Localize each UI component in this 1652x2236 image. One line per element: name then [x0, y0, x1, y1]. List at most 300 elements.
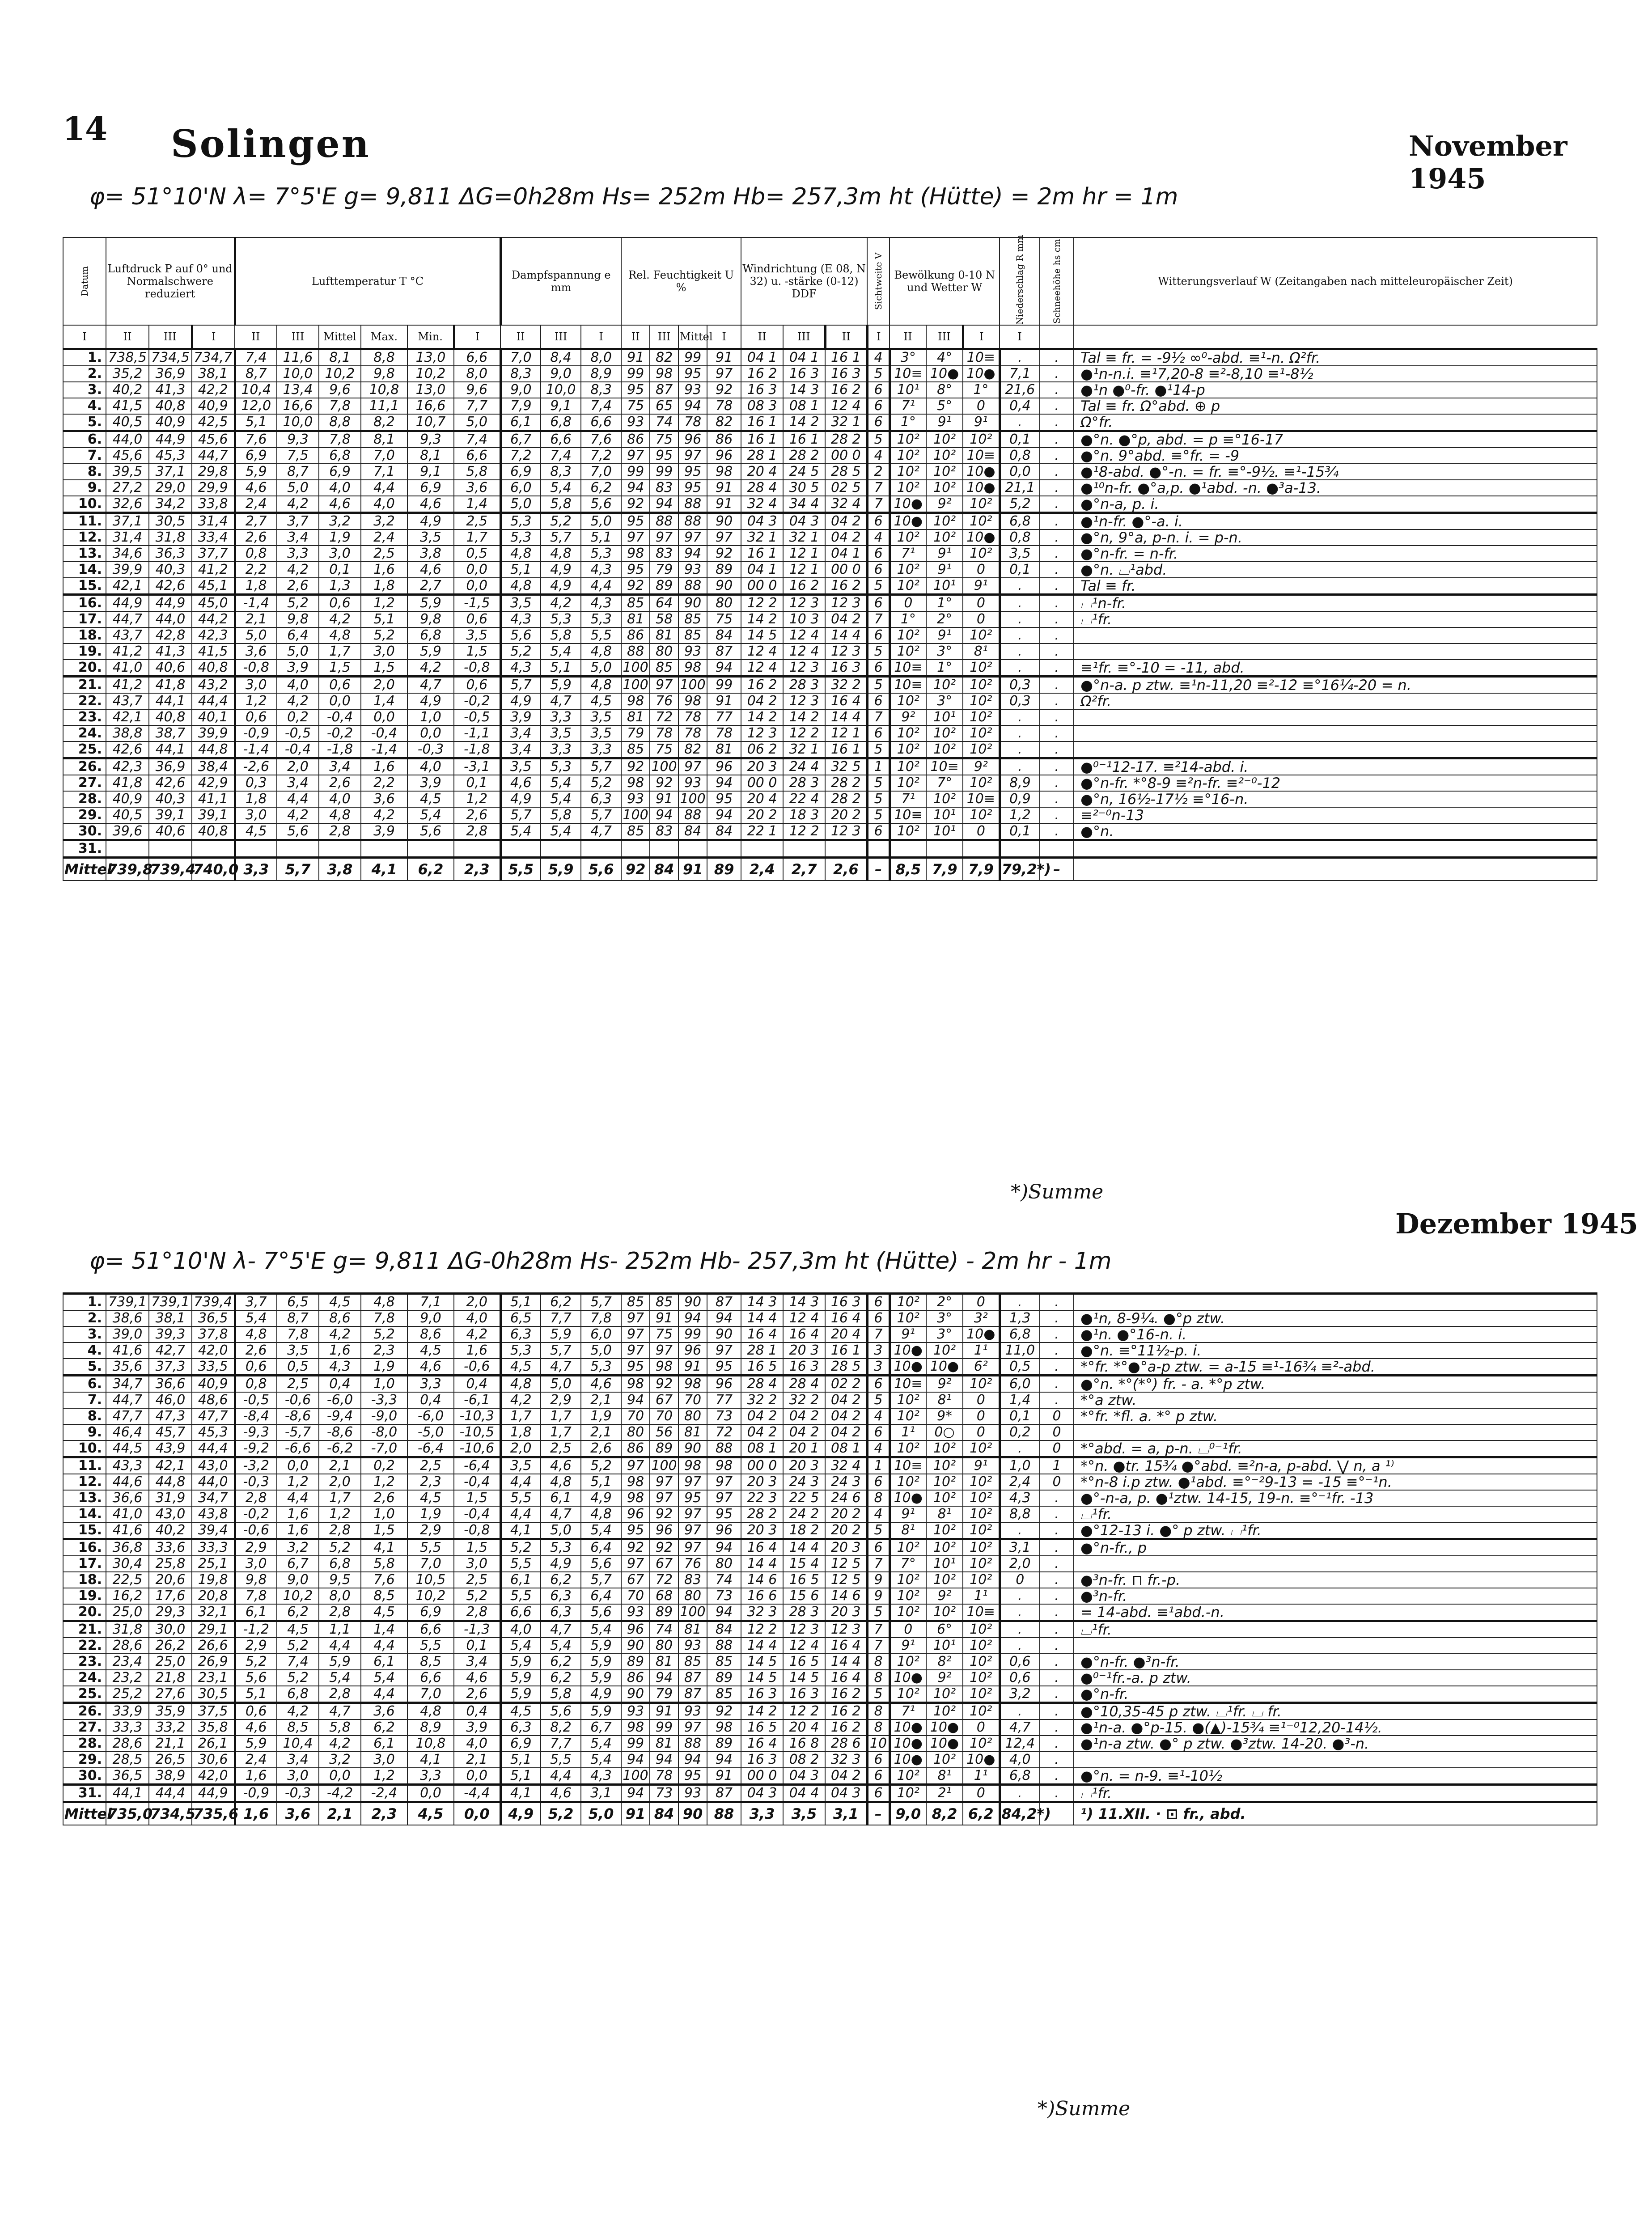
value-cell: 28 4: [783, 1376, 825, 1393]
value-cell: 739,4: [192, 1294, 235, 1311]
value-cell: 5: [867, 807, 890, 823]
value-cell: 10²: [890, 1588, 926, 1604]
value-cell: 5,6: [500, 627, 541, 644]
value-cell: 00 0: [741, 1768, 783, 1785]
mean-cell: Mittel: [63, 858, 106, 881]
value-cell: 10²: [890, 1686, 926, 1703]
value-cell: 4,4: [361, 480, 407, 496]
day-cell: 12.: [63, 529, 106, 546]
value-cell: 10²: [926, 1703, 963, 1720]
value-cell: 75: [650, 431, 678, 448]
value-cell: 4,1: [407, 1752, 454, 1768]
value-cell: 5,4: [500, 1638, 541, 1654]
value-cell: 1,2: [319, 1506, 361, 1522]
value-cell: 7¹: [890, 546, 926, 562]
value-cell: 91: [650, 1703, 678, 1720]
value-cell: 5,4: [581, 1752, 621, 1768]
value-cell: .: [1040, 398, 1074, 414]
value-cell: 95: [678, 366, 707, 382]
value-cell: 16 2: [783, 578, 825, 595]
value-cell: 4,5: [361, 1604, 407, 1621]
value-cell: 5,7: [581, 1572, 621, 1588]
value-cell: 8²: [926, 1654, 963, 1670]
value-cell: 94: [707, 775, 741, 791]
value-cell: 94: [650, 807, 678, 823]
value-cell: 08 3: [741, 398, 783, 414]
value-cell: 2,6: [277, 578, 319, 595]
value-cell: 2,5: [277, 1376, 319, 1393]
value-cell: 1,0: [1000, 1457, 1040, 1474]
value-cell: 88: [707, 1440, 741, 1457]
value-cell: 25,1: [192, 1556, 235, 1572]
value-cell: 74: [707, 1572, 741, 1588]
value-cell: 2,4: [361, 529, 407, 546]
value-cell: 86: [621, 1670, 650, 1686]
value-cell: 1,3: [1000, 1310, 1040, 1326]
weather-remark-cell: *°n. ●tr. 15¾ ●°abd. ≡²n-a, p-abd. ⋁ n, a ¹⁾: [1074, 1457, 1597, 1474]
value-cell: 9,0: [277, 1572, 319, 1588]
value-cell: 40,9: [106, 791, 149, 807]
value-cell: 9,6: [319, 382, 361, 398]
value-cell: .: [1040, 1342, 1074, 1359]
value-cell: 23,4: [106, 1654, 149, 1670]
value-cell: 3,0: [235, 677, 277, 694]
value-cell: 38,1: [192, 366, 235, 382]
value-cell: 6: [867, 1294, 890, 1311]
weather-remark-cell: *°a ztw.: [1074, 1392, 1597, 1408]
weather-remark-cell: Ω²fr.: [1074, 693, 1597, 709]
value-cell: 4,4: [500, 1506, 541, 1522]
value-cell: 89: [707, 562, 741, 578]
value-cell: 78: [650, 725, 678, 741]
value-cell: 38,7: [149, 725, 192, 741]
value-cell: 16 3: [783, 1359, 825, 1376]
day-cell: 7.: [63, 448, 106, 464]
value-cell: 40,8: [192, 660, 235, 677]
value-cell: 0,1: [1000, 1408, 1040, 1424]
value-cell: 10²: [890, 627, 926, 644]
value-cell: 82: [678, 741, 707, 758]
value-cell: 41,6: [106, 1342, 149, 1359]
value-cell: 12 2: [741, 1621, 783, 1638]
value-cell: 3,6: [454, 480, 500, 496]
value-cell: 94: [678, 398, 707, 414]
value-cell: 91: [707, 480, 741, 496]
value-cell: 85: [678, 611, 707, 627]
value-cell: 3°: [926, 693, 963, 709]
value-cell: 4,8: [319, 807, 361, 823]
weather-remark-cell: ●°n. ●°p, abd. = p ≡°16-17: [1074, 431, 1597, 448]
value-cell: 9¹: [890, 1638, 926, 1654]
table-row: [63, 595, 1597, 612]
value-cell: 1°: [890, 611, 926, 627]
value-cell: 5,1: [581, 1474, 621, 1490]
value-cell: 92: [650, 1376, 678, 1393]
value-cell: 3,4: [277, 1752, 319, 1768]
value-cell: 7,6: [581, 431, 621, 448]
value-cell: 4,4: [361, 1686, 407, 1703]
value-cell: 4,9: [581, 1686, 621, 1703]
value-cell: 5: [867, 775, 890, 791]
value-cell: -0,8: [454, 660, 500, 677]
value-cell: 14 3: [783, 382, 825, 398]
value-cell: 44,7: [106, 611, 149, 627]
day-cell: 2.: [63, 1310, 106, 1326]
value-cell: 8,7: [277, 1310, 319, 1326]
value-cell: 33,3: [106, 1719, 149, 1736]
value-cell: .: [1040, 1736, 1074, 1752]
day-cell: 18.: [63, 1572, 106, 1588]
value-cell: 2,7: [407, 578, 454, 595]
value-cell: 4,6: [319, 496, 361, 513]
value-cell: 5,2: [361, 627, 407, 644]
value-cell: [500, 840, 541, 858]
value-cell: 94: [678, 546, 707, 562]
value-cell: 04 3: [783, 513, 825, 530]
value-cell: .: [1040, 1768, 1074, 1785]
day-cell: 17.: [63, 611, 106, 627]
value-cell: 38,1: [149, 1310, 192, 1326]
value-cell: 44,7: [106, 1392, 149, 1408]
value-cell: 10: [867, 1736, 890, 1752]
day-cell: 3.: [63, 382, 106, 398]
subheader-cell: I: [192, 325, 235, 349]
value-cell: 5,0: [277, 644, 319, 660]
value-cell: [707, 840, 741, 858]
value-cell: 7,8: [319, 431, 361, 448]
table-row: [63, 513, 1597, 530]
value-cell: 04 3: [741, 513, 783, 530]
value-cell: -9,3: [235, 1424, 277, 1440]
value-cell: 739,1: [149, 1294, 192, 1311]
value-cell: 3°: [926, 644, 963, 660]
table-row: [63, 431, 1597, 448]
value-cell: 7,9: [500, 398, 541, 414]
value-cell: 89: [650, 1604, 678, 1621]
value-cell: 20 3: [741, 1522, 783, 1539]
day-cell: 1.: [63, 349, 106, 366]
value-cell: 1,0: [407, 709, 454, 725]
value-cell: 22 5: [783, 1490, 825, 1506]
day-cell: 11.: [63, 1457, 106, 1474]
value-cell: 16 6: [741, 1588, 783, 1604]
day-cell: 21.: [63, 1621, 106, 1638]
mean-cell: 4,1: [361, 858, 407, 881]
value-cell: 1,6: [277, 1506, 319, 1522]
value-cell: 4,9: [407, 513, 454, 530]
value-cell: .: [1040, 1621, 1074, 1638]
value-cell: 33,6: [149, 1539, 192, 1556]
table-row: [63, 1556, 1597, 1572]
table-row: [63, 677, 1597, 694]
value-cell: [1000, 840, 1040, 858]
value-cell: .: [1000, 1588, 1040, 1604]
value-cell: 84: [678, 823, 707, 840]
value-cell: 98: [621, 1376, 650, 1393]
value-cell: 2,4: [235, 1752, 277, 1768]
day-cell: 27.: [63, 1719, 106, 1736]
value-cell: 32 2: [741, 1392, 783, 1408]
value-cell: 10,4: [277, 1736, 319, 1752]
value-cell: -0,3: [277, 1785, 319, 1802]
table-row: [63, 1768, 1597, 1785]
value-cell: 3²: [963, 1310, 1000, 1326]
value-cell: 0,4: [319, 1376, 361, 1393]
day-cell: 6.: [63, 431, 106, 448]
value-cell: 44,9: [149, 431, 192, 448]
value-cell: 10²: [926, 677, 963, 694]
value-cell: 10²: [890, 1392, 926, 1408]
value-cell: 10²: [926, 791, 963, 807]
weather-remark-cell: [1074, 1638, 1597, 1654]
value-cell: 1°: [963, 382, 1000, 398]
value-cell: 4,8: [581, 1506, 621, 1522]
value-cell: 28 2: [825, 791, 867, 807]
value-cell: 10≡: [890, 366, 926, 382]
value-cell: 5,3: [541, 758, 581, 775]
value-cell: 6: [867, 725, 890, 741]
weather-remark-cell: ●¹n-a ztw. ●° p ztw. ●³ztw. 14-20. ●³-n.: [1074, 1736, 1597, 1752]
value-cell: 7,1: [361, 464, 407, 480]
value-cell: 00 0: [741, 775, 783, 791]
value-cell: 91: [707, 349, 741, 366]
value-cell: 6,6: [407, 1621, 454, 1638]
value-cell: -6,4: [407, 1440, 454, 1457]
value-cell: 1,3: [319, 578, 361, 595]
value-cell: 81: [621, 611, 650, 627]
value-cell: 2,7: [235, 513, 277, 530]
value-cell: 72: [650, 1572, 678, 1588]
value-cell: 1,4: [454, 496, 500, 513]
value-cell: 30 5: [783, 480, 825, 496]
value-cell: 10²: [890, 1654, 926, 1670]
value-cell: 23,1: [192, 1670, 235, 1686]
value-cell: 22 3: [741, 1490, 783, 1506]
value-cell: 0,8: [1000, 529, 1040, 546]
value-cell: 8,0: [581, 349, 621, 366]
value-cell: 5,9: [407, 644, 454, 660]
value-cell: 21,1: [149, 1736, 192, 1752]
value-cell: [783, 840, 825, 858]
value-cell: 100: [621, 677, 650, 694]
weather-remark-cell: ≡²⁻⁰n-13: [1074, 807, 1597, 823]
value-cell: 90: [621, 1638, 650, 1654]
value-cell: 5,9: [235, 1736, 277, 1752]
value-cell: 5,7: [581, 1294, 621, 1311]
value-cell: -1,8: [319, 741, 361, 758]
value-cell: .: [1040, 775, 1074, 791]
value-cell: 12 1: [783, 562, 825, 578]
value-cell: 5,2: [541, 513, 581, 530]
value-cell: [277, 840, 319, 858]
value-cell: 45,6: [192, 431, 235, 448]
mean-cell: 91: [621, 1802, 650, 1825]
value-cell: 10≡: [890, 1376, 926, 1393]
value-cell: 40,2: [149, 1522, 192, 1539]
value-cell: 37,1: [106, 513, 149, 530]
mean-cell: 5,2: [541, 1802, 581, 1825]
value-cell: 4,2: [319, 1736, 361, 1752]
day-cell: 8.: [63, 464, 106, 480]
value-cell: 12 3: [825, 823, 867, 840]
value-cell: 6,4: [581, 1588, 621, 1604]
value-cell: 3,0: [235, 807, 277, 823]
value-cell: .: [1040, 1785, 1074, 1802]
value-cell: 1,7: [319, 1490, 361, 1506]
value-cell: 45,6: [106, 448, 149, 464]
value-cell: 5,2: [319, 1539, 361, 1556]
value-cell: .: [1040, 529, 1074, 546]
value-cell: 41,3: [149, 382, 192, 398]
value-cell: 94: [621, 1752, 650, 1768]
value-cell: 4,8: [407, 1703, 454, 1720]
day-cell: 25.: [63, 741, 106, 758]
weather-remark-cell: ●°n-fr.: [1074, 1686, 1597, 1703]
value-cell: 1,1: [319, 1621, 361, 1638]
value-cell: 0,2: [277, 709, 319, 725]
value-cell: .: [1000, 644, 1040, 660]
value-cell: 95: [650, 448, 678, 464]
value-cell: 28 2: [825, 775, 867, 791]
day-cell: 23.: [63, 1654, 106, 1670]
value-cell: 8,0: [454, 366, 500, 382]
value-cell: 16 4: [741, 1736, 783, 1752]
value-cell: 33,9: [106, 1703, 149, 1720]
weather-remark-cell: ●¹8-abd. ●°-n. = fr. ≡°-9½. ≡¹-15¾: [1074, 464, 1597, 480]
value-cell: [867, 840, 890, 858]
weather-remark-cell: ●°n-fr. ●³n-fr.: [1074, 1654, 1597, 1670]
value-cell: 2°: [926, 1294, 963, 1311]
value-cell: 97: [650, 529, 678, 546]
value-cell: 4,2: [361, 807, 407, 823]
value-cell: 36,8: [106, 1539, 149, 1556]
weather-remark-cell: ●°n.: [1074, 823, 1597, 840]
value-cell: 04 2: [825, 1408, 867, 1424]
value-cell: 4: [867, 448, 890, 464]
value-cell: 39,5: [106, 464, 149, 480]
value-cell: 2,5: [454, 513, 500, 530]
value-cell: 2,6: [361, 1490, 407, 1506]
value-cell: 10²: [963, 431, 1000, 448]
value-cell: 0,1: [1000, 823, 1040, 840]
value-cell: 92: [707, 382, 741, 398]
mean-cell: 2,3: [454, 858, 500, 881]
value-cell: 3°: [890, 349, 926, 366]
day-cell: 4.: [63, 398, 106, 414]
value-cell: 9²: [926, 1376, 963, 1393]
mean-cell: 4,9: [500, 1802, 541, 1825]
value-cell: 33,2: [149, 1719, 192, 1736]
value-cell: 22 4: [783, 791, 825, 807]
value-cell: 4,1: [361, 1539, 407, 1556]
value-cell: 04 2: [825, 529, 867, 546]
value-cell: 40,1: [192, 709, 235, 725]
value-cell: 9,3: [277, 431, 319, 448]
value-cell: 0: [963, 1392, 1000, 1408]
value-cell: 6,2: [277, 1604, 319, 1621]
value-cell: 4,0: [277, 677, 319, 694]
value-cell: 6,8: [277, 1686, 319, 1703]
value-cell: 16 1: [783, 431, 825, 448]
value-cell: 32 1: [783, 529, 825, 546]
day-cell: 10.: [63, 1440, 106, 1457]
value-cell: 2,5: [454, 1572, 500, 1588]
value-cell: 12 4: [783, 627, 825, 644]
value-cell: 4,0: [500, 1621, 541, 1638]
value-cell: 39,3: [149, 1326, 192, 1342]
value-cell: -8,0: [361, 1424, 407, 1440]
value-cell: 12 2: [741, 595, 783, 612]
value-cell: 10²: [890, 823, 926, 840]
value-cell: 2,9: [235, 1638, 277, 1654]
value-cell: 6,0: [1000, 1376, 1040, 1393]
value-cell: 0,6: [235, 1703, 277, 1720]
value-cell: 28 1: [741, 1342, 783, 1359]
value-cell: 5,0: [500, 496, 541, 513]
value-cell: 3,7: [277, 513, 319, 530]
value-cell: 21,8: [149, 1670, 192, 1686]
value-cell: 6,6: [541, 431, 581, 448]
value-cell: 95: [678, 464, 707, 480]
value-cell: .: [1040, 382, 1074, 398]
value-cell: 88: [650, 513, 678, 530]
day-cell: 22.: [63, 693, 106, 709]
value-cell: 0,1: [1000, 562, 1040, 578]
value-cell: 16 2: [825, 1686, 867, 1703]
table-row: [63, 1719, 1597, 1736]
value-cell: 14 5: [741, 1654, 783, 1670]
value-cell: 7,8: [319, 398, 361, 414]
value-cell: 5,4: [500, 823, 541, 840]
value-cell: 98: [707, 1719, 741, 1736]
value-cell: 1,2: [361, 1474, 407, 1490]
value-cell: 04 2: [783, 1424, 825, 1440]
weather-remark-cell: ●°n-a. p ztw. ≡¹n-11,20 ≡²-12 ≡°16¼-20 = n.: [1074, 677, 1597, 694]
mean-cell: 6,2: [963, 1802, 1000, 1825]
value-cell: .: [1000, 349, 1040, 366]
value-cell: 3,5: [581, 709, 621, 725]
value-cell: -6,0: [319, 1392, 361, 1408]
weather-remark-cell: [1074, 1424, 1597, 1440]
value-cell: .: [1000, 1703, 1040, 1720]
value-cell: 20 3: [783, 1342, 825, 1359]
value-cell: 5,0: [581, 660, 621, 677]
value-cell: .: [1000, 595, 1040, 612]
value-cell: 10,5: [407, 1572, 454, 1588]
value-cell: 68: [650, 1588, 678, 1604]
value-cell: 16 5: [741, 1719, 783, 1736]
day-cell: 4.: [63, 1342, 106, 1359]
value-cell: 97: [707, 1474, 741, 1490]
value-cell: 6,5: [500, 1310, 541, 1326]
value-cell: 9,1: [541, 398, 581, 414]
table-row: [63, 693, 1597, 709]
value-cell: 95: [678, 480, 707, 496]
value-cell: 13,4: [277, 382, 319, 398]
value-cell: .: [1040, 1359, 1074, 1376]
value-cell: 5,4: [541, 644, 581, 660]
value-cell: 04 1: [741, 349, 783, 366]
value-cell: 95: [678, 1490, 707, 1506]
value-cell: 7,0: [407, 1686, 454, 1703]
value-cell: 6,9: [319, 464, 361, 480]
value-cell: 29,8: [192, 464, 235, 480]
weather-remark-cell: ≡¹fr. ≡°-10 = -11, abd.: [1074, 660, 1597, 677]
value-cell: .: [1000, 1440, 1040, 1457]
value-cell: [192, 840, 235, 858]
value-cell: 88: [678, 1736, 707, 1752]
value-cell: 3,3: [581, 741, 621, 758]
